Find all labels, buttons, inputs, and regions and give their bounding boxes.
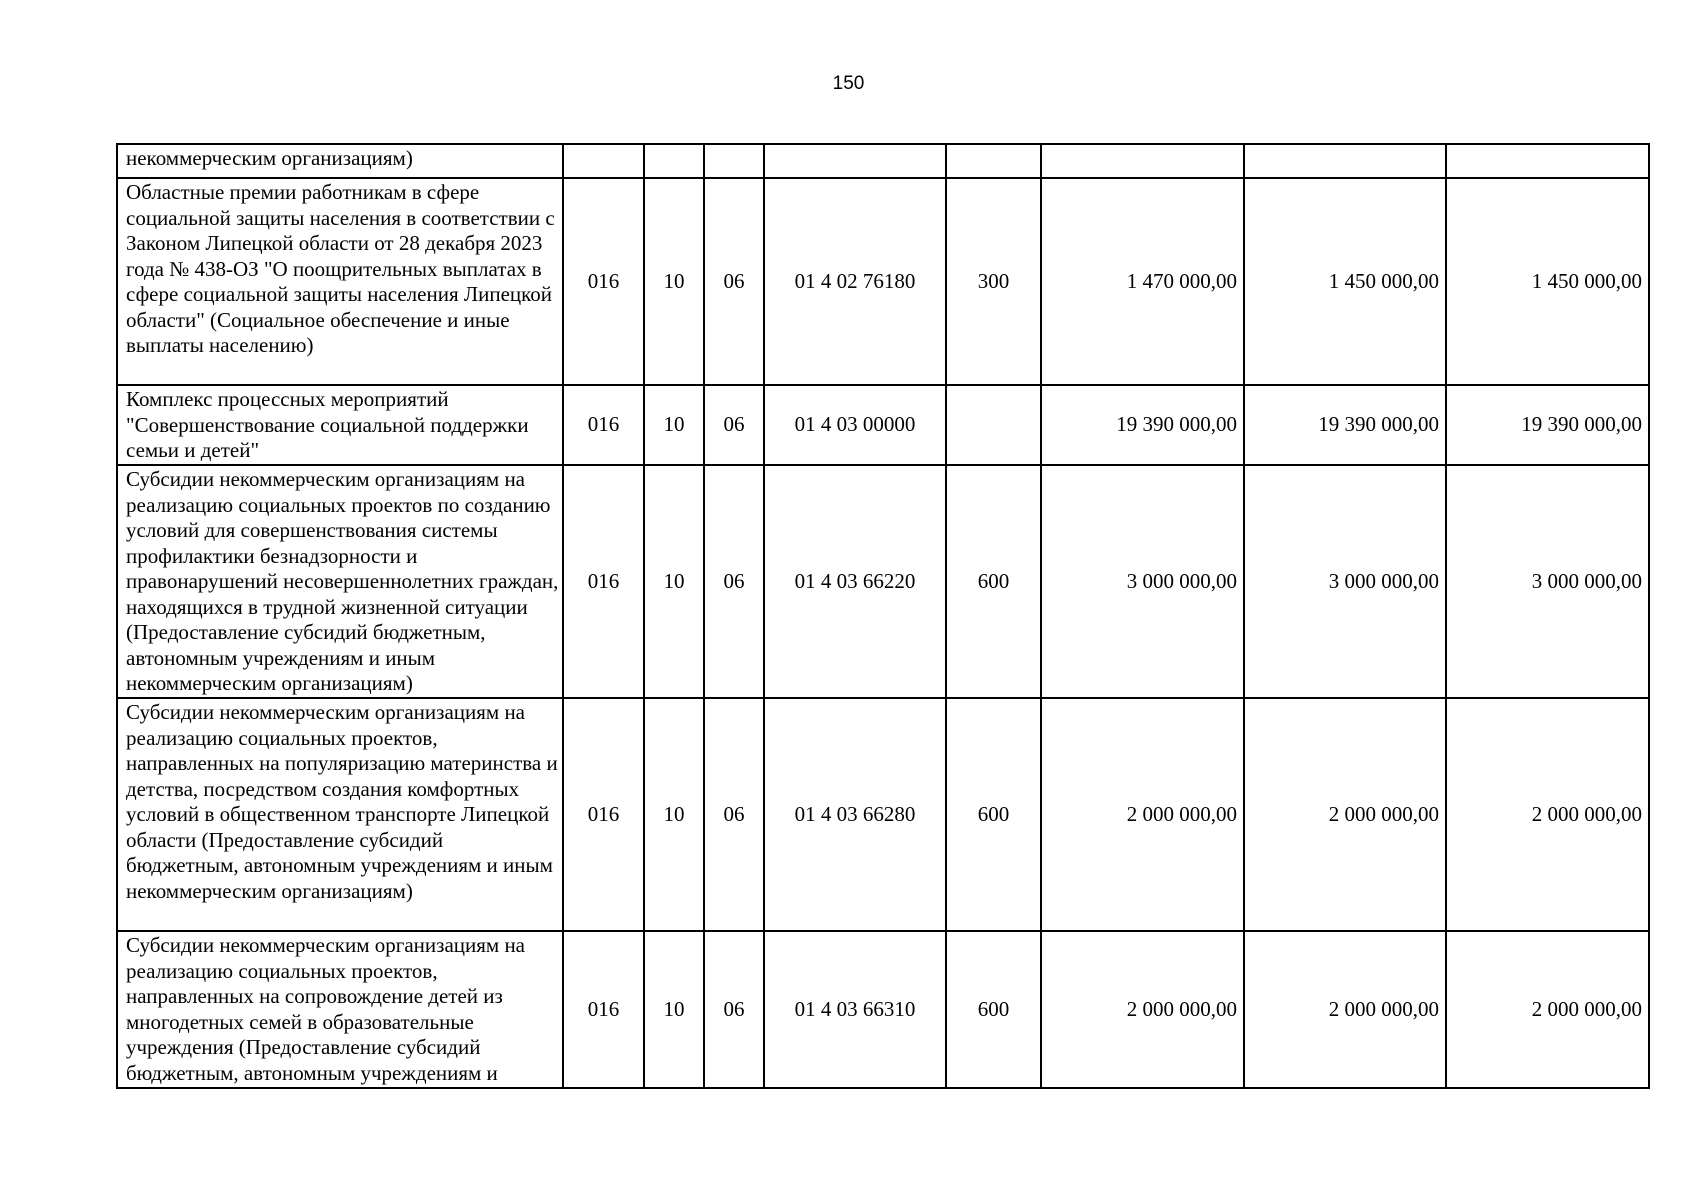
cell-target-article (764, 144, 946, 178)
cell-amount-1: 19 390 000,00 (1041, 385, 1244, 465)
cell-expense-type: 600 (946, 465, 1041, 698)
cell-expense-type: 600 (946, 931, 1041, 1088)
cell-section: 10 (644, 931, 704, 1088)
cell-amount-2: 2 000 000,00 (1244, 931, 1446, 1088)
cell-target-article: 01 4 03 66220 (764, 465, 946, 698)
cell-section: 10 (644, 178, 704, 385)
table-row (117, 465, 1649, 698)
cell-target-article: 01 4 03 66310 (764, 931, 946, 1088)
cell-name: Областные премии работникам в сфере социальной защиты населения в соответствии с Законом Липецкой области от 28 декабря 2023 года № 438-ОЗ "О поощрительных выплатах в сфере социальной защиты населения Липецкой области" (Социальное обеспечение и иные выплаты населению) (117, 178, 563, 385)
cell-amount-3: 2 000 000,00 (1446, 698, 1649, 931)
cell-ministry: 016 (563, 178, 644, 385)
cell-ministry (563, 144, 644, 178)
cell-expense-type (946, 385, 1041, 465)
table-row (117, 178, 1649, 385)
cell-subsection: 06 (704, 931, 764, 1088)
cell-subsection: 06 (704, 465, 764, 698)
cell-amount-3: 1 450 000,00 (1446, 178, 1649, 385)
cell-section: 10 (644, 465, 704, 698)
table-row (117, 931, 1649, 1088)
cell-amount-1 (1041, 144, 1244, 178)
cell-name: Субсидии некоммерческим организациям на реализацию социальных проектов, направленных на популяризацию материнства и детства, посредством создания комфортных условий в общественном транспорте Липецкой области (Предоставление субсидий бюджетным, автономным учреждениям и иным некоммерческим организациям) (117, 698, 563, 931)
page-number: 150 (832, 73, 865, 94)
cell-section: 10 (644, 698, 704, 931)
cell-subsection: 06 (704, 698, 764, 931)
cell-subsection (704, 144, 764, 178)
cell-amount-1: 3 000 000,00 (1041, 465, 1244, 698)
cell-target-article: 01 4 03 00000 (764, 385, 946, 465)
cell-amount-1: 2 000 000,00 (1041, 931, 1244, 1088)
table-row (117, 698, 1649, 931)
cell-ministry: 016 (563, 931, 644, 1088)
cell-amount-3: 19 390 000,00 (1446, 385, 1649, 465)
cell-amount-3: 2 000 000,00 (1446, 931, 1649, 1088)
cell-amount-3: 3 000 000,00 (1446, 465, 1649, 698)
cell-amount-3 (1446, 144, 1649, 178)
cell-name: Субсидии некоммерческим организациям на реализацию социальных проектов, направленных на сопровождение детей из многодетных семей в образовательные учреждения (Предоставление субсидий бюджетным, автономным учреждениям и (117, 931, 563, 1088)
cell-name: Комплекс процессных мероприятий "Совершенствование социальной поддержки семьи и детей" (117, 385, 563, 465)
cell-amount-2: 1 450 000,00 (1244, 178, 1446, 385)
cell-amount-2 (1244, 144, 1446, 178)
cell-expense-type (946, 144, 1041, 178)
cell-amount-1: 2 000 000,00 (1041, 698, 1244, 931)
cell-expense-type: 600 (946, 698, 1041, 931)
cell-ministry: 016 (563, 698, 644, 931)
table-row (117, 385, 1649, 465)
cell-expense-type: 300 (946, 178, 1041, 385)
cell-section: 10 (644, 385, 704, 465)
cell-name: Субсидии некоммерческим организациям на реализацию социальных проектов по созданию условий для совершенствования системы профилактики безнадзорности и правонарушений несовершеннолетних граждан, находящихся в трудной жизненной ситуации (Предоставление субсидий бюджетным, автономным учреждениям и иным некоммерческим организациям) (117, 465, 563, 698)
cell-amount-2: 19 390 000,00 (1244, 385, 1446, 465)
cell-ministry: 016 (563, 465, 644, 698)
cell-subsection: 06 (704, 385, 764, 465)
cell-target-article: 01 4 03 66280 (764, 698, 946, 931)
cell-section (644, 144, 704, 178)
cell-subsection: 06 (704, 178, 764, 385)
cell-target-article: 01 4 02 76180 (764, 178, 946, 385)
cell-name: некоммерческим организациям) (117, 144, 563, 178)
cell-amount-2: 2 000 000,00 (1244, 698, 1446, 931)
cell-ministry: 016 (563, 385, 644, 465)
cell-amount-2: 3 000 000,00 (1244, 465, 1446, 698)
table-row (117, 144, 1649, 178)
cell-amount-1: 1 470 000,00 (1041, 178, 1244, 385)
budget-table (116, 143, 1650, 1089)
